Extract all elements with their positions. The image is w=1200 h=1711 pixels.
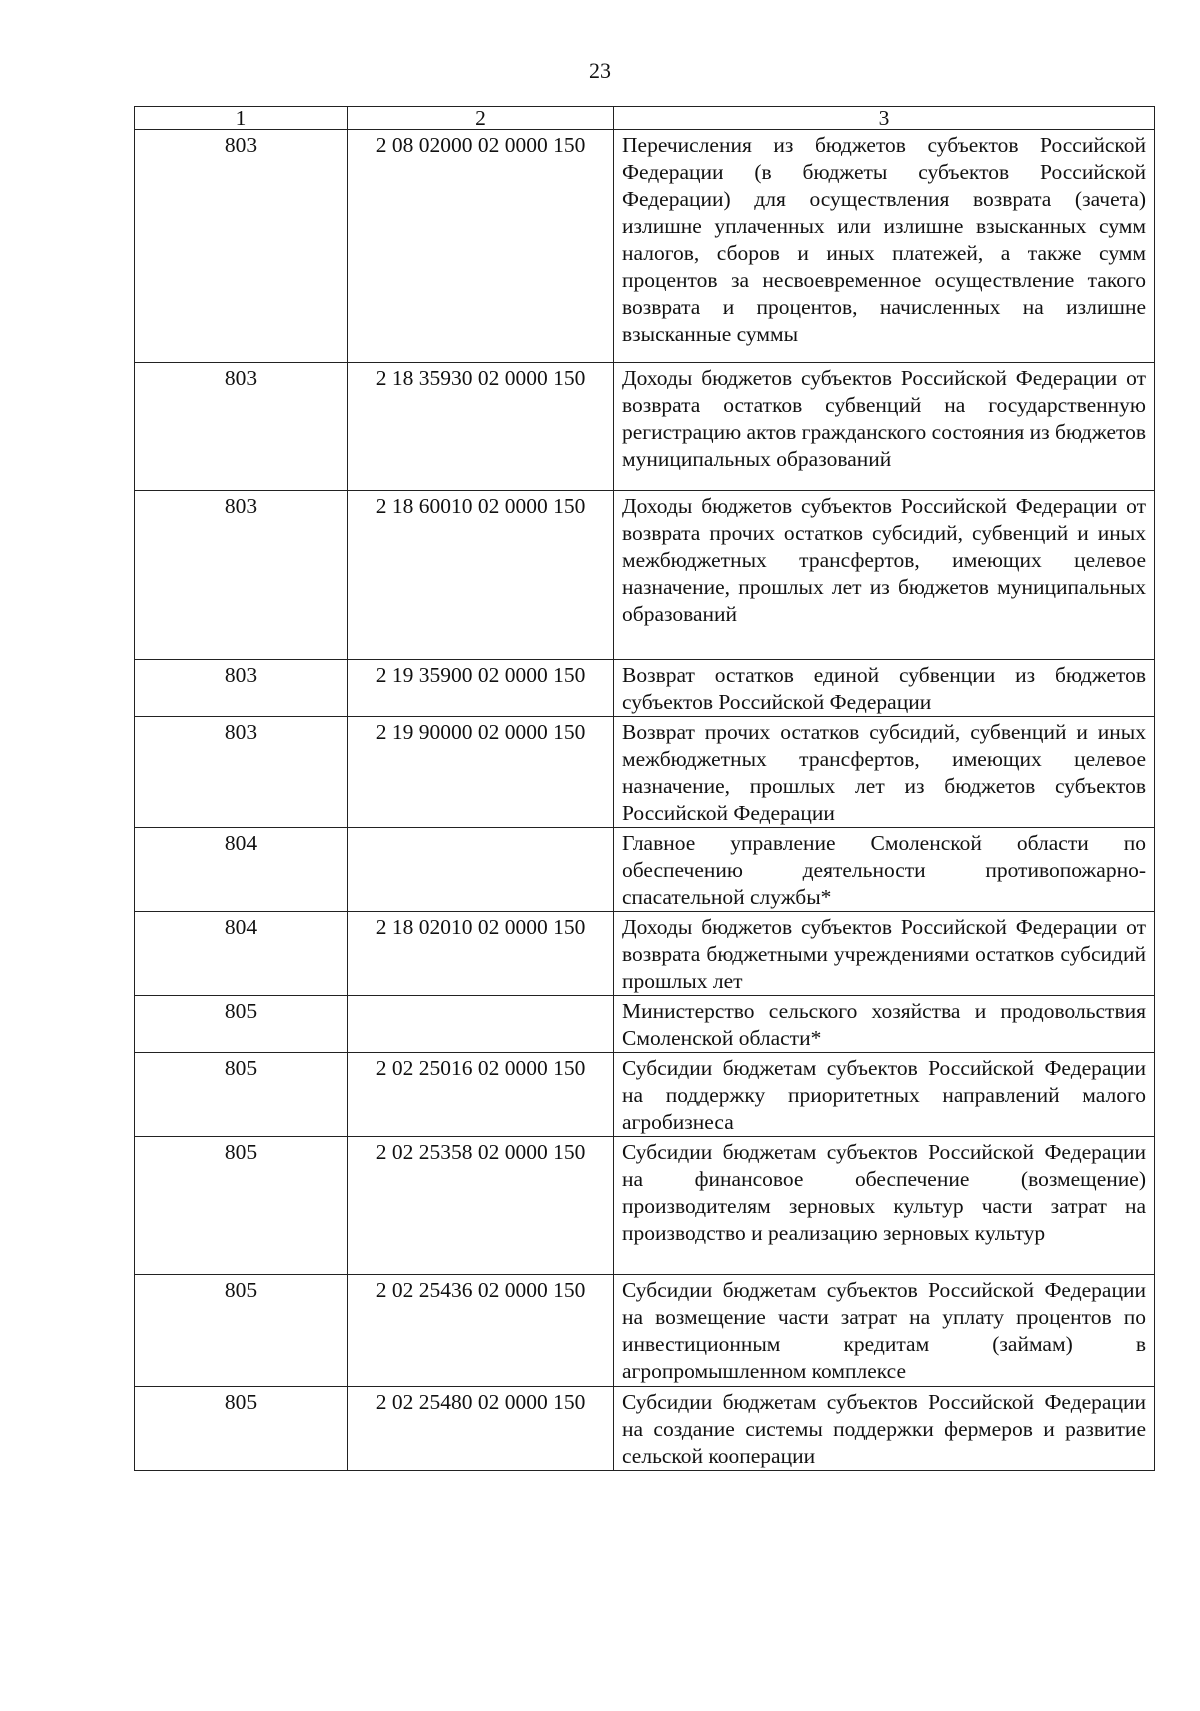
admin-code-cell: 803 [135, 717, 348, 828]
revenue-code-cell [348, 828, 614, 912]
admin-code-cell: 805 [135, 1137, 348, 1275]
table-row [135, 491, 1155, 660]
revenue-name-cell: Перечисления из бюджетов субъектов Российской Федерации (в бюджеты субъектов Российской Федерации) для осуществления возврата (зачета) излишне уплаченных или излишне взысканных сумм налогов, сборов и иных платежей, а также сумм процентов за несвоевременное осуществление такого возврата и процентов, начисленных на излишне взысканные суммы [614, 130, 1155, 363]
page-number: 23 [589, 58, 611, 83]
revenue-name-cell: Субсидии бюджетам субъектов Российской Федерации на возмещение части затрат на уплату процентов по инвестиционным кредитам (займам) в агропромышленном комплексе [614, 1275, 1155, 1387]
column-header-3: 3 [614, 107, 1155, 130]
admin-code-cell: 804 [135, 828, 348, 912]
table-row [135, 1387, 1155, 1471]
admin-code-cell: 803 [135, 660, 348, 717]
revenue-name-cell: Доходы бюджетов субъектов Российской Федерации от возврата прочих остатков субсидий, субвенций и иных межбюджетных трансфертов, имеющих целевое назначение, прошлых лет из бюджетов муниципальных образований [614, 491, 1155, 660]
table-row [135, 1275, 1155, 1387]
table-row [135, 828, 1155, 912]
revenue-code-cell [348, 996, 614, 1053]
table-row [135, 1137, 1155, 1275]
revenue-name-cell: Главное управление Смоленской области по обеспечению деятельности противопожарно-спасательной службы* [614, 828, 1155, 912]
revenue-codes-table [134, 106, 1155, 1471]
admin-code-cell: 805 [135, 1275, 348, 1387]
admin-code-cell: 803 [135, 363, 348, 491]
revenue-code-cell: 2 08 02000 02 0000 150 [348, 130, 614, 363]
revenue-code-cell: 2 18 02010 02 0000 150 [348, 912, 614, 996]
revenue-name-cell: Министерство сельского хозяйства и продовольствия Смоленской области* [614, 996, 1155, 1053]
table-header-row [135, 107, 1155, 130]
revenue-name-cell: Доходы бюджетов субъектов Российской Федерации от возврата бюджетными учреждениями остатков субсидий прошлых лет [614, 912, 1155, 996]
revenue-name-cell: Субсидии бюджетам субъектов Российской Федерации на поддержку приоритетных направлений малого агробизнеса [614, 1053, 1155, 1137]
table-row [135, 363, 1155, 491]
revenue-code-cell: 2 02 25436 02 0000 150 [348, 1275, 614, 1387]
revenue-code-cell: 2 19 90000 02 0000 150 [348, 717, 614, 828]
admin-code-cell: 805 [135, 996, 348, 1053]
revenue-code-cell: 2 18 60010 02 0000 150 [348, 491, 614, 660]
table-row [135, 912, 1155, 996]
column-header-2: 2 [348, 107, 614, 130]
table-row [135, 1053, 1155, 1137]
table-row [135, 996, 1155, 1053]
revenue-code-cell: 2 18 35930 02 0000 150 [348, 363, 614, 491]
revenue-name-cell: Субсидии бюджетам субъектов Российской Федерации на финансовое обеспечение (возмещение) производителям зерновых культур части затрат на производство и реализацию зерновых культур [614, 1137, 1155, 1275]
admin-code-cell: 804 [135, 912, 348, 996]
revenue-code-cell: 2 02 25016 02 0000 150 [348, 1053, 614, 1137]
table-row [135, 660, 1155, 717]
admin-code-cell: 805 [135, 1387, 348, 1471]
admin-code-cell: 803 [135, 130, 348, 363]
admin-code-cell: 803 [135, 491, 348, 660]
revenue-code-cell: 2 19 35900 02 0000 150 [348, 660, 614, 717]
revenue-code-cell: 2 02 25358 02 0000 150 [348, 1137, 614, 1275]
revenue-name-cell: Доходы бюджетов субъектов Российской Федерации от возврата остатков субвенций на государственную регистрацию актов гражданского состояния из бюджетов муниципальных образований [614, 363, 1155, 491]
revenue-name-cell: Возврат прочих остатков субсидий, субвенций и иных межбюджетных трансфертов, имеющих целевое назначение, прошлых лет из бюджетов субъектов Российской Федерации [614, 717, 1155, 828]
admin-code-cell: 805 [135, 1053, 348, 1137]
table-row [135, 130, 1155, 363]
column-header-1: 1 [135, 107, 348, 130]
revenue-name-cell: Субсидии бюджетам субъектов Российской Федерации на создание системы поддержки фермеров и развитие сельской кооперации [614, 1387, 1155, 1471]
revenue-code-cell: 2 02 25480 02 0000 150 [348, 1387, 614, 1471]
table-row [135, 717, 1155, 828]
revenue-name-cell: Возврат остатков единой субвенции из бюджетов субъектов Российской Федерации [614, 660, 1155, 717]
